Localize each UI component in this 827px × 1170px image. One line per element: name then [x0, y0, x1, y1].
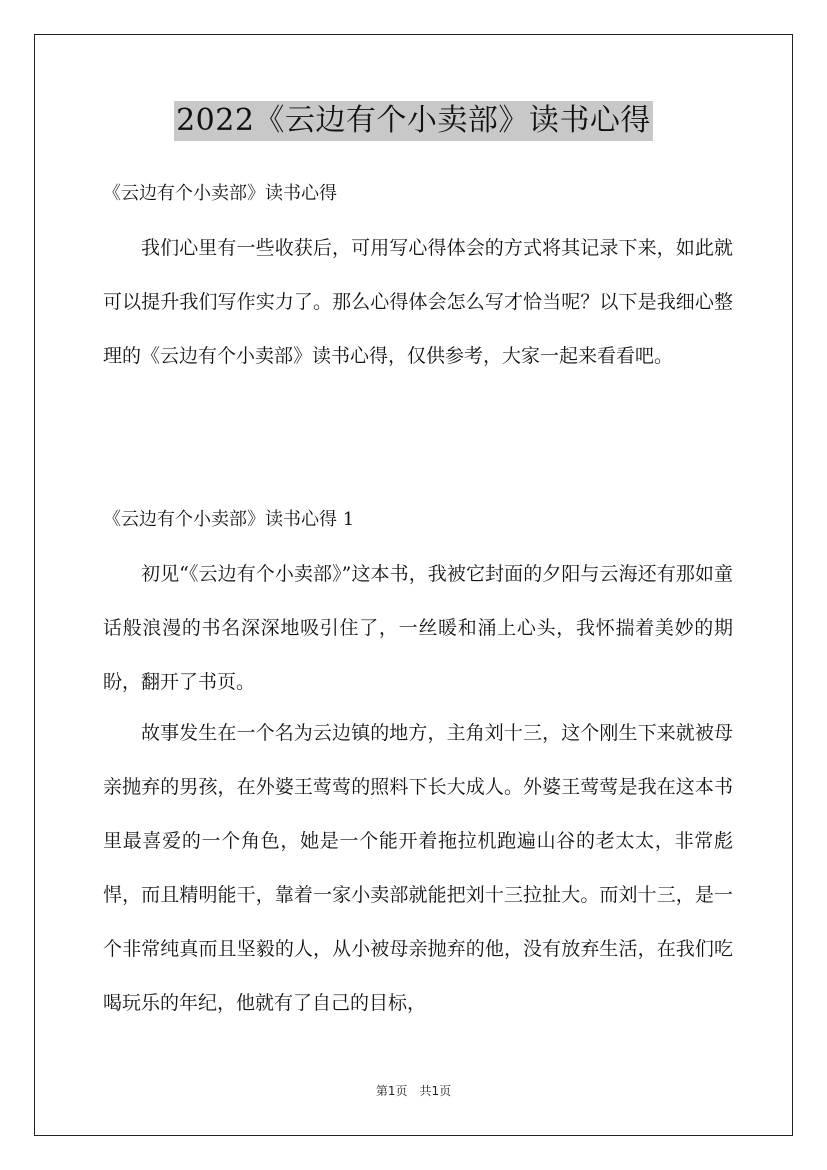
- title-container: [0, 101, 827, 141]
- document-title: 2022《云边有个小卖部》读书心得: [174, 101, 653, 141]
- intro-paragraph: 我们心里有一些收获后，可用写心得体会的方式将其记录下来，如此就可以提升我们写作实力了。那么心得体会怎么写才恰当呢？以下是我细心整理的《云边有个小卖部》读书心得，仅供参考，大家一起来看看吧。: [103, 237, 733, 367]
- page-footer: 第1页 共1页: [375, 1084, 452, 1098]
- section-1-paragraph-2: 故事发生在一个名为云边镇的地方，主角刘十三，这个刚生下来就被母亲抛弃的男孩，在外婆王莺莺的照料下长大成人。外婆王莺莺是我在这本书里最喜爱的一个角色，她是一个能开着拖拉机跑遍山谷的老太太，非常彪悍，而且精明能干，靠着一家小卖部就能把刘十三拉扯大。而刘十三，是一个非常纯真而且坚毅的人，从小被母亲抛弃的他，没有放弃生活，在我们吃喝玩乐的年纪，他就有了自己的目标，: [103, 722, 733, 1014]
- section-1-heading: 《云边有个小卖部》读书心得 1: [103, 509, 355, 530]
- section-1-paragraph-1: 初见“《云边有个小卖部》”这本书，我被它封面的夕阳与云海还有那如童话般浪漫的书名深深地吸引住了，一丝暖和涌上心头，我怀揣着美妙的期盼，翻开了书页。: [103, 563, 733, 693]
- intro-heading: 《云边有个小卖部》读书心得: [103, 183, 337, 204]
